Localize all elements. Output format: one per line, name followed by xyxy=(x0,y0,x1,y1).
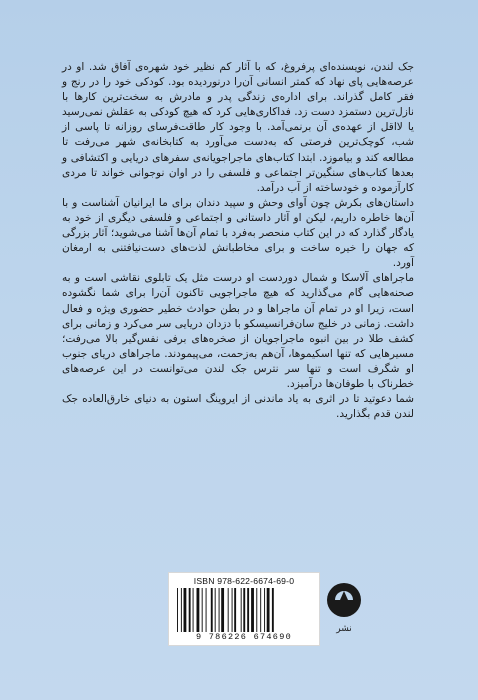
barcode-label xyxy=(168,572,320,646)
barcode-digits: 9 786226 674690 xyxy=(195,632,292,642)
publisher-logo-icon xyxy=(323,581,365,637)
barcode-icon xyxy=(177,588,311,632)
blurb-paragraph-2: داستان‌های بکرش چون آوای وحش و سپید دندان برای ما ایرانیان آشناست و با آن‌ها خاطره داریم، لیکن او آثار داستانی و اجتماعی و فلسفی دیگری از خود به یادگار گذارد که در این کتاب منحصر به‌فرد با تمام آن‌ها آشنا می‌شوید؛ آثار بزرگی که جهان را خیره ساخت و برای مخاطبانش لذت‌های دست‌نیافتنی به ارمغان آورد. xyxy=(62,196,414,270)
blurb-text xyxy=(62,60,414,422)
blurb-paragraph-4: شما دعوتید تا در اثری به یاد ماندنی از ایروینگ استون به دنیای خارق‌العاده جک لندن قدم بگذارید. xyxy=(62,393,414,421)
blurb-paragraph-3: ماجراهای آلاسکا و شمال دوردست او درست مثل یک تابلوی نقاشی است و به صحنه‌هایی گام می‌گذارید که هیچ ماجراجویی تاکنون آن‌را برای شما نگشوده است، زیرا او در تمام آن ماجراها و در بطن حوادث خطیر حضوری ویژه و فعال داشت. زمانی در خلیج سان‌فرانسیسکو با دزدان دریایی سر می‌کرد و زمانی برای کشف طلا در بین انبوه ماجراجویان از صخره‌های برفی نفس‌گیر بالا می‌رفت؛ مسیرهایی که تنها اسکیموها، آن‌هم به‌زحمت، می‌پیمودند. ماجراهای دریای جنوب او شگرف است و تنها سر نترس جک لندن می‌توانست در این عرصه‌های خطرناک با طوفان‌ها درآمیزد. xyxy=(62,272,414,390)
blurb-paragraph-1: جک لندن، نویسنده‌ای پرفروغ، که با آثار کم نظیر خود شهره‌ی آفاق شد. او در عرصه‌هایی پای نهاد که کمتر انسانی آن‌را درنوردیده بود. کودکی خود را در رنج و فقر کامل گذراند. برای اداره‌ی زندگی پدر و مادرش به سخت‌ترین کارها با نازل‌ترین دستمزد دست زد. فداکاری‌هایی کرد که هیچ کودکی به عقلش نمی‌رسید یا لااقل از عهده‌ی آن برنمی‌آمد. با وجود کار طاقت‌فرسای روزانه تا پاسی از شب، کوچک‌ترین فرصتی که به‌دست می‌آورد به کتابخانه‌ی شهر می‌رفت تا مطالعه کند و بیاموزد. ابتدا کتاب‌های ماجراجویانه‌ی سفرهای دریایی و اکتشافی و بعدها کتاب‌های سنگین‌تر اجتماعی و فلسفی را در اوان نوجوانی خواند تا مردی کارآزموده و خودساخته از آب درآمد. xyxy=(62,61,414,194)
svg-text:نشر: نشر xyxy=(336,624,352,634)
isbn-text: ISBN 978-622-6674-69-0 xyxy=(193,576,295,586)
